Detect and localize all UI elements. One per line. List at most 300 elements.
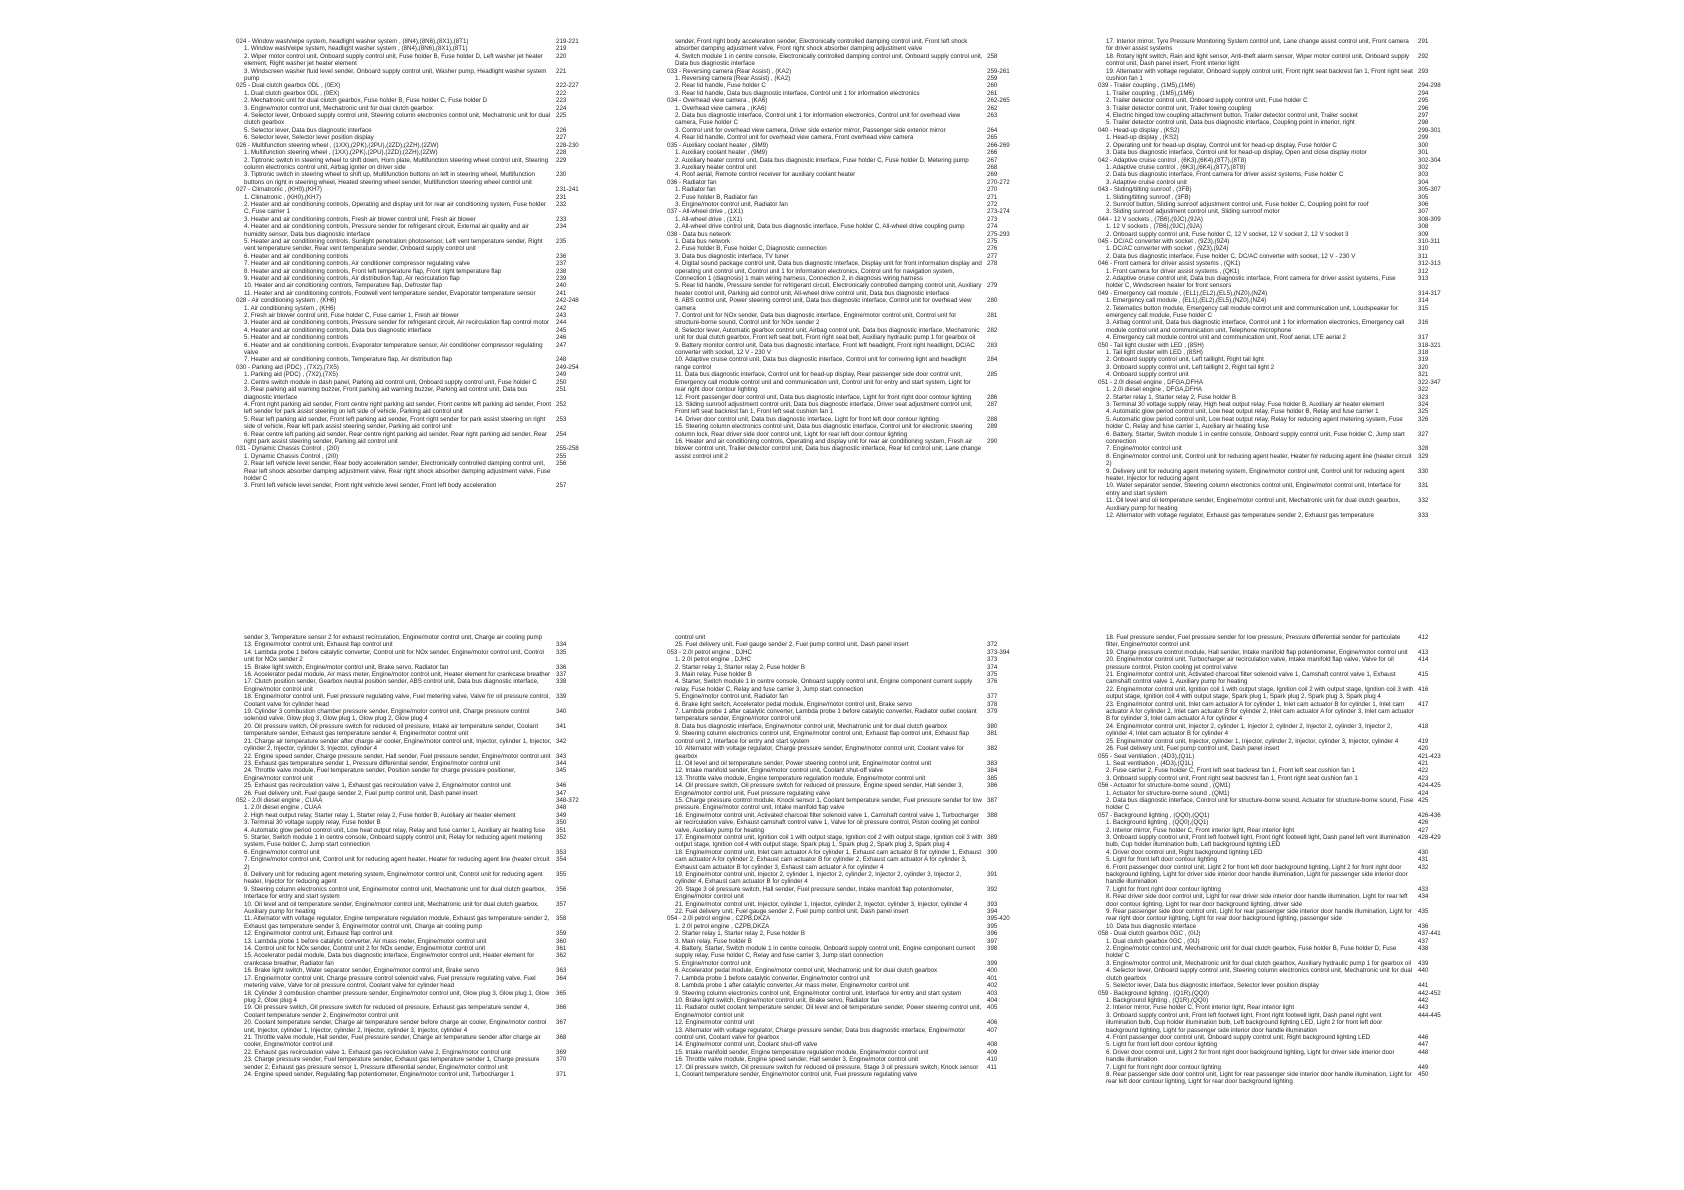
- index-entry: [1098, 886, 1458, 893]
- entry-title: 8. Rear driver side door control unit, Light for rear driver side interior door handle illumination, Light for rear left door contour lighting, Light for rear door background lighting, driver side: [1106, 893, 1408, 908]
- entry-title: 25. Fuel delivery unit, Fuel gauge sender 2, Fuel pump control unit, Dash panel insert: [675, 641, 909, 649]
- entry-page-number: 449: [1418, 1063, 1429, 1071]
- index-entry: [1098, 671, 1458, 686]
- entry-page-number: 344: [556, 759, 567, 767]
- entry-page-number: 363: [556, 967, 567, 975]
- entry-title: 1. Front camera for driver assist systems , (QK1): [1106, 267, 1240, 275]
- entry-page-number: 293: [1418, 67, 1429, 75]
- entry-page-number: 341: [556, 722, 567, 730]
- entry-title: 3. Engine/motor control unit, Radiator fan: [675, 200, 788, 208]
- index-entry: [236, 453, 596, 460]
- entry-title: 14. Oil pressure switch, Oil pressure switch for reduced oil pressure, Engine speed sender, Hall sender 3, Engine/motor control unit, Fuel pressure regulating valve: [675, 782, 964, 797]
- index-entry: [667, 1027, 1027, 1042]
- index-entry: [1098, 856, 1458, 863]
- entry-page-number: 354: [556, 856, 567, 864]
- entry-page-number: 439: [1418, 959, 1429, 967]
- entry-title: 16. Heater and air conditioning controls, Operating and display unit for rear air conditioning system, Fresh air blower control unit, Trailer detector control unit, Data bus diagnostic interface, Rear lid control unit, Lane change assist control unit 2: [675, 437, 982, 460]
- entry-page-number: 280: [987, 297, 998, 305]
- index-entry: [667, 767, 1027, 774]
- index-column-bottom-1: [236, 634, 596, 1078]
- entry-title: 2. Data bus diagnostic interface, Front camera for driver assist systems, Fuse holder C: [1106, 171, 1344, 179]
- entry-page-number: 272: [987, 200, 998, 208]
- index-entry: [1098, 349, 1458, 356]
- entry-page-number: 358: [556, 915, 567, 923]
- section-heading-entry: [1098, 990, 1458, 997]
- entry-title: 5. Heater and air conditioning controls, Sunlight penetration photosensor, Left vent temperature sender, Right vent temperature sender, Rear vent temperature sender, Onboard supply control unit: [244, 237, 543, 253]
- entry-page-number: 367: [556, 1019, 567, 1027]
- entry-title: 2. Mechatronic unit for dual clutch gearbox, Fuse holder B, Fuse holder C, Fuse holder D: [244, 97, 488, 105]
- index-entry: [1098, 142, 1458, 149]
- entry-page-number: 247: [556, 341, 567, 349]
- entry-title: 052 - 2.0l diesel engine , CUAA: [236, 796, 323, 804]
- entry-title: 2. Trailer detector control unit, Onboard supply control unit, Fuse holder C: [1106, 97, 1308, 105]
- entry-page-number: 299: [1418, 134, 1429, 142]
- entry-page-number: 357: [556, 900, 567, 908]
- entry-title: 5. Engine/motor control unit, Radiator fan: [675, 693, 788, 701]
- entry-page-number: 312: [1418, 267, 1429, 275]
- index-entry: [236, 827, 596, 834]
- index-entry: [667, 693, 1027, 700]
- entry-title: 9. Steering column electronics control unit, Engine/motor control unit, Interface for entry and start system: [675, 989, 962, 997]
- entry-title: 3. Main relay, Fuse holder B: [675, 671, 752, 679]
- entry-page-number: 432: [1418, 863, 1429, 871]
- index-entry: [236, 1019, 596, 1034]
- entry-page-number: 339: [556, 693, 567, 701]
- index-entry: [667, 886, 1027, 901]
- entry-page-number: 251: [556, 386, 567, 394]
- index-entry: [1098, 90, 1458, 97]
- entry-page-number: 438: [1418, 945, 1429, 953]
- entry-title: 3. Onboard supply control unit, Left taillight 2, Right tail light 2: [1106, 363, 1275, 371]
- entry-page-number: 370: [556, 1056, 567, 1064]
- index-entry: [1098, 164, 1458, 171]
- entry-title: 027 - Climatronic , (KH0),(KH7): [236, 186, 322, 194]
- index-column-bottom-3: [1098, 634, 1458, 1086]
- entry-page-number: 224: [556, 104, 567, 112]
- section-heading-entry: [236, 142, 596, 149]
- index-entry: [1098, 453, 1458, 468]
- index-entry: [236, 171, 596, 186]
- index-entry: [236, 127, 596, 134]
- index-entry: [236, 634, 596, 641]
- entry-title: 13. Engine/motor control unit, Exhaust flap control unit: [244, 641, 393, 649]
- entry-title: 7. Engine/motor control unit, Control unit for reducing agent heater, Heater for reducing agent line (heater circuit 2): [244, 856, 550, 871]
- entry-page-number: 428-429: [1418, 833, 1441, 841]
- entry-title: 7. Lambda probe 1 before catalytic converter, Engine/motor control unit: [675, 974, 870, 982]
- index-entry: [667, 327, 1027, 342]
- entry-title: 1. Actuator for structure-borne sound , (QM1): [1106, 789, 1230, 797]
- entry-title: 3. Engine/motor control unit, Mechatronic unit for dual clutch gearbox: [244, 104, 433, 112]
- index-entry: [236, 312, 596, 319]
- index-entry: [236, 664, 596, 671]
- entry-page-number: 343: [556, 752, 567, 760]
- entry-title: 3. Airbag control unit, Data bus diagnostic interface, Control unit 1 for information electronics, Emergency call module control unit and communication unit, Telephone microphone: [1106, 319, 1405, 334]
- entry-page-number: 424: [1418, 789, 1429, 797]
- entry-page-number: 414: [1418, 656, 1429, 664]
- index-entry: [236, 753, 596, 760]
- entry-title: 3. Auxiliary heater control unit: [675, 163, 757, 171]
- index-entry: [667, 671, 1027, 678]
- index-entry: [667, 438, 1027, 460]
- entry-title: 8. Engine/motor control unit, Control unit for reducing agent heater, Heater for reducing agent line (heater circuit 2): [1106, 452, 1412, 468]
- section-heading-entry: [1098, 238, 1458, 245]
- index-entry: [236, 216, 596, 223]
- entry-title: 22. Engine speed sender, Charge pressure sender, Hall sender, Fuel pressure sender, Engine/motor control unit: [244, 752, 551, 760]
- index-entry: [236, 371, 596, 378]
- entry-title: 8. Data bus diagnostic interface, Engine/motor control unit, Mechatronic unit for dual clutch gearbox: [675, 722, 948, 730]
- index-entry: [667, 134, 1027, 141]
- entry-title: 4. Selector lever, Onboard supply control unit, Steering column electronics control unit, Mechatronic unit for dual clutch gearbox: [1106, 967, 1413, 982]
- entry-title: 22. Engine/motor control unit, Ignition coil 1 with output stage, Ignition coil 2 with output stage, Ignition coil 3 with output stage, Ignition coil 4 with output stage, Spark plug 1, Spark plug 2, Spark plug 3, Spark plug 4: [1106, 685, 1414, 701]
- index-entry: [667, 201, 1027, 208]
- entry-page-number: 332: [1418, 497, 1429, 505]
- index-entry: [667, 945, 1027, 960]
- entry-page-number: 249: [556, 371, 567, 379]
- entry-title: 4. Heater and air conditioning controls, Data bus diagnostic interface: [244, 326, 432, 334]
- entry-title: 25. Engine/motor control unit, Injector, cylinder 1, Injector, cylinder 2, Injector, cylinder 3, Injector, cylinder 4: [1106, 737, 1399, 745]
- entry-page-number: 253: [556, 415, 567, 423]
- entry-title: 2. Rear left vehicle level sender, Rear body acceleration sender, Electronically controlled damping control unit, Rear left shock absorber damping adjustment valve, Rear right shock absorber damping adjustment valve, Fuse holder C: [244, 460, 551, 482]
- entry-page-number: 231-241: [556, 186, 579, 194]
- entry-title: 8. Heater and air conditioning controls, Front left temperature flap, Front right temperature flap: [244, 267, 502, 275]
- section-heading-entry: [236, 445, 596, 452]
- entry-title: 056 - Actuator for structure-borne sound , (QM1): [1098, 782, 1231, 790]
- entry-title: 058 - Dual clutch gearbox 0GC , (0IJ): [1098, 930, 1201, 938]
- index-entry: [667, 938, 1027, 945]
- entry-title: 23. Charge pressure sender, Fuel temperature sender, Exhaust gas temperature sender 1, Charge pressure sender 2, Exhaust gas pressure sensor 1, Pressure differential sender, Engine/motor control unit: [244, 1056, 540, 1071]
- entry-title: 5. Rear lid handle, Pressure sender for refrigerant circuit, Electronically controlled damping control unit, Auxiliary heater control unit, Parking aid control unit, All-wheel drive control unit, Data bus diagnostic interface: [675, 282, 982, 297]
- entry-page-number: 252: [556, 400, 567, 408]
- index-entry: [1098, 401, 1458, 408]
- entry-page-number: 220: [556, 52, 567, 60]
- index-entry: [1098, 738, 1458, 745]
- entry-page-number: 419: [1418, 737, 1429, 745]
- index-entry: [667, 990, 1027, 997]
- entry-page-number: 377: [987, 693, 998, 701]
- entry-page-number: 257: [556, 482, 567, 490]
- entry-title: 3. Onboard supply control unit, Front left footwell light, Front right footwell light, Dash panel left vent illumination bulb, Cup holder illumination bulb, Left background lighting LED: [1106, 833, 1411, 849]
- index-entry: [667, 923, 1027, 930]
- entry-title: 3. Onboard supply control unit, Front right seat backrest fan 1, Front right seat cushion fan 1: [1106, 774, 1358, 782]
- index-entry: [667, 634, 1027, 641]
- index-entry: [236, 356, 596, 363]
- entry-page-number: 242-248: [556, 297, 579, 305]
- entry-page-number: 409: [987, 1048, 998, 1056]
- entry-page-number: 411: [987, 1063, 997, 1071]
- entry-page-number: 405: [987, 1004, 998, 1012]
- entry-title: 9. Steering column electronics control unit, Engine/motor control unit, Exhaust flap control unit, Exhaust flap control unit 2, Interface for entry and start system: [675, 730, 970, 745]
- index-entry: [236, 649, 596, 664]
- entry-page-number: 310-311: [1418, 237, 1441, 245]
- index-entry: [236, 1049, 596, 1056]
- entry-title: 050 - Tail light cluster with LED , (8SH): [1098, 341, 1204, 349]
- section-heading-entry: [667, 915, 1027, 922]
- entry-page-number: 271: [987, 193, 998, 201]
- index-entry: [236, 693, 596, 708]
- entry-page-number: 258: [987, 52, 998, 60]
- entry-page-number: 294-298: [1418, 82, 1441, 90]
- entry-page-number: 334: [556, 641, 567, 649]
- entry-title: 2. Fuse holder B, Radiator fan: [675, 193, 758, 201]
- index-entry: [667, 112, 1027, 127]
- index-entry: [236, 201, 596, 216]
- entry-page-number: 319: [1418, 356, 1429, 364]
- entry-title: 3. Control unit for overhead view camera, Driver side exterior mirror, Passenger side exterior mirror: [675, 126, 946, 134]
- entry-title: 038 - Data bus network: [667, 230, 731, 238]
- entry-title: 11. Radiator outlet coolant temperature sender, Oil level and oil temperature sender, Power steering control unit, Engine/motor control unit: [675, 1004, 982, 1019]
- index-entry: [236, 782, 596, 789]
- entry-title: 4. Selector lever, Onboard supply control unit, Steering column electronics control unit, Mechatronic unit for dual clutch gearbox: [244, 112, 551, 127]
- index-column-bottom-2: [667, 634, 1027, 1078]
- index-entry: [236, 134, 596, 141]
- entry-title: 042 - Adaptive cruise control , (6K3),(6K4),(8T7),(8T8): [1098, 156, 1247, 164]
- entry-page-number: 324: [1418, 400, 1429, 408]
- entry-page-number: 240: [556, 282, 567, 290]
- entry-title: 20. Stage 3 oil pressure switch, Hall sender, Fuel pressure sender, Intake manifold flap potentiometer, Engine/motor control unit: [675, 885, 954, 901]
- entry-title: 3. Terminal 30 voltage supply relay, Fuse holder B: [244, 819, 381, 827]
- index-entry: [667, 297, 1027, 312]
- index-entry: [667, 960, 1027, 967]
- entry-page-number: 423: [1418, 774, 1429, 782]
- entry-title: 6. Rear centre left parking aid sender, Rear centre right parking aid sender, Rear right parking aid sender, Rear right park assist steering sender, Parking aid control unit: [244, 430, 548, 445]
- index-entry: [1098, 723, 1458, 738]
- index-entry: [1098, 1012, 1458, 1034]
- entry-title: 1. Background lighting , (Q1R),(QQ0): [1106, 996, 1209, 1004]
- entry-title: 15. Accelerator pedal module, Data bus diagnostic interface, Engine/motor control unit, Heater element for crankcase breather, Radiator fan: [244, 952, 535, 967]
- entry-page-number: 340: [556, 708, 567, 716]
- index-entry: [667, 223, 1027, 230]
- index-entry: [236, 460, 596, 482]
- entry-title: 26. Fuel delivery unit, Fuel pump control unit, Dash panel insert: [1106, 745, 1280, 753]
- entry-page-number: 294: [1418, 89, 1429, 97]
- entry-page-number: 401: [987, 974, 998, 982]
- entry-page-number: 406: [987, 1019, 998, 1027]
- entry-page-number: 266: [987, 149, 998, 157]
- entry-title: 4. Front passenger door control unit, Onboard supply control unit, Right background lighting LED: [1106, 1033, 1371, 1041]
- entry-page-number: 222-227: [556, 82, 579, 90]
- index-entry: [236, 671, 596, 678]
- entry-page-number: 400: [987, 967, 998, 975]
- entry-title: 20. Oil pressure switch, Oil pressure switch for reduced oil pressure, Intake air temperature sender, Coolant temperature sender, Exhaust gas temperature sender 4, Engine/motor control unit: [244, 722, 539, 738]
- index-entry: [236, 149, 596, 156]
- entry-title: 057 - Background lighting , (QQ0),(QQ1): [1098, 811, 1210, 819]
- entry-title: 13. Alternator with voltage regulator, Charge pressure sender, Data bus diagnostic interface, Engine/motor control unit, Coolant valve for gearbox: [675, 1026, 966, 1041]
- index-entry: [1098, 134, 1458, 141]
- index-entry: [1098, 468, 1458, 483]
- entry-page-number: 391: [987, 871, 998, 878]
- entry-page-number: 228: [556, 149, 567, 157]
- index-entry: [1098, 223, 1458, 230]
- entry-page-number: 422: [1418, 767, 1429, 775]
- index-entry: [667, 238, 1027, 245]
- entry-page-number: 255-258: [556, 445, 579, 453]
- entry-title: 7. Heater and air conditioning controls, Temperature flap, Air distribution flap: [244, 356, 452, 364]
- entry-title: 1. Seat ventilation , (4D3),(Q1L): [1106, 759, 1194, 767]
- entry-page-number: 282: [987, 326, 998, 334]
- index-entry: [1098, 982, 1458, 989]
- entry-page-number: 290: [987, 437, 998, 445]
- entry-title: 3. Main relay, Fuse holder B: [675, 937, 752, 945]
- entry-title: 16. Engine/motor control unit, Activated charcoal filter solenoid valve 1, Camshaft control valve 1, Turbocharger air recirculation valve, Exhaust camshaft control valve 1, Valve for oil pressure control, Piston cooling jet control valve, Auxiliary pump for heating: [675, 811, 980, 834]
- entry-page-number: 350: [556, 819, 567, 827]
- index-column-top-2: [667, 38, 1027, 460]
- entry-title: 2. Centre switch module in dash panel, Parking aid control unit, Onboard supply control unit, Fuse holder C: [244, 378, 537, 386]
- entry-title: 2. Heater and air conditioning controls, Operating and display unit for rear air conditioning system, Fuse holder C, Fuse carrier 1: [244, 200, 546, 216]
- entry-title: 4. Starter, Switch module 1 in centre console, Onboard supply control unit, Engine component current supply relay, Fuse holder C, Relay and fuse carrier 3, Jump start connection: [675, 678, 973, 693]
- index-entry: [1098, 275, 1458, 290]
- index-entry: [236, 282, 596, 289]
- entry-page-number: 268: [987, 163, 998, 171]
- index-entry: [1098, 945, 1458, 960]
- index-entry: [1098, 38, 1458, 53]
- index-entry: [236, 157, 596, 172]
- entry-title: 1. Data bus network: [675, 237, 731, 245]
- entry-page-number: 225: [556, 112, 567, 120]
- entry-page-number: 302: [1418, 163, 1429, 171]
- entry-title: 1. Climatronic , (KH0),(KH7): [244, 193, 322, 201]
- entry-title: 5. Selector lever, Data bus diagnostic interface: [244, 126, 372, 134]
- entry-title: 6. Accelerator pedal module, Engine/motor control unit, Mechatronic unit for dual clutch gearbox: [675, 967, 938, 975]
- entry-page-number: 351: [556, 826, 567, 834]
- entry-title: 1. Reversing camera (Rear Assist) , (KA2): [675, 75, 791, 83]
- entry-title: 030 - Parking aid (PDC) , (7X2),(7X5): [236, 363, 339, 371]
- entry-page-number: 329: [1418, 452, 1429, 460]
- index-entry: [1098, 512, 1458, 519]
- index-entry: [236, 1004, 596, 1019]
- entry-page-number: 437-441: [1418, 930, 1441, 938]
- entry-title: 2. Fresh air blower control unit, Fuse holder C, Fuse carrier 1, Fresh air blower: [244, 312, 459, 320]
- entry-title: 1. Overhead view camera , (KA6): [675, 104, 767, 112]
- entry-title: 12. Front passenger door control unit, Data bus diagnostic interface, Light for front right door contour lighting: [675, 393, 972, 401]
- entry-page-number: 322-347: [1418, 378, 1441, 386]
- index-entry: [236, 386, 596, 401]
- entry-page-number: 223: [556, 97, 567, 105]
- entry-page-number: 314: [1418, 297, 1429, 305]
- index-entry: [1098, 760, 1458, 767]
- index-entry: [1098, 305, 1458, 320]
- entry-title: 1. Multifunction steering wheel , (1XX),(2PK),(2PU),(2ZD),(2ZH),(2ZW): [244, 149, 438, 157]
- entry-page-number: 446: [1418, 1033, 1429, 1041]
- entry-title: 1. Air conditioning system , (KH6): [244, 304, 336, 312]
- entry-page-number: 433: [1418, 885, 1429, 893]
- entry-title: 2. Sunroof button, Sliding sunroof adjustment control unit, Fuse holder C, Coupling point for roof: [1106, 200, 1369, 208]
- entry-page-number: 313: [1418, 275, 1429, 282]
- index-entry: [236, 938, 596, 945]
- index-entry: [236, 112, 596, 127]
- entry-page-number: 399: [987, 959, 998, 967]
- entry-title: 6. Heater and air conditioning controls, Evaporator temperature sensor, Air conditioner compressor regulating valve: [244, 341, 543, 357]
- entry-title: 3. Terminal 30 voltage supply relay, High heat output relay, Fuse holder B, Auxiliary air heater element: [1106, 400, 1385, 408]
- entry-page-number: 273-274: [987, 208, 1010, 216]
- index-entry: [236, 738, 596, 753]
- index-entry: [236, 641, 596, 648]
- entry-title: 10. Alternator with voltage regulator, Charge pressure sender, Engine/motor control unit, Coolant valve for gearbox: [675, 745, 964, 760]
- entry-title: 10. Water separator sender, Steering column electronics control unit, Engine/motor control unit, Interface for entry and start system: [1106, 482, 1401, 497]
- entry-page-number: 262: [987, 104, 998, 112]
- entry-title: 1. Head-up display , (KS2): [1106, 134, 1179, 142]
- entry-title: 21. Engine/motor control unit, Activated charcoal filter solenoid valve 1, Camshaft control valve 1, Exhaust camshaft control valve 1, Auxiliary pump for heating: [1106, 671, 1396, 686]
- index-entry: [667, 664, 1027, 671]
- entry-page-number: 436: [1418, 922, 1429, 930]
- entry-title: 2. Onboard supply control unit, Left taillight, Right tail light: [1106, 356, 1264, 364]
- entry-page-number: 426: [1418, 819, 1429, 827]
- index-entry: [1098, 334, 1458, 341]
- index-entry: [1098, 431, 1458, 446]
- entry-page-number: 369: [556, 1048, 567, 1056]
- entry-page-number: 359: [556, 930, 567, 938]
- entry-title: 9. Steering column electronics control unit, Engine/motor control unit, Mechatronic unit for dual clutch gearbox, Interface for entry and start system: [244, 885, 546, 901]
- entry-page-number: 236: [556, 252, 567, 260]
- entry-title: 2. Telematics button module, Emergency call module control unit and communication unit, Loudspeaker for emergency call module, Fuse holder C: [1106, 304, 1398, 320]
- entry-page-number: 296: [1418, 104, 1429, 112]
- entry-title: 18. Fuel pressure sender, Fuel pressure sender for low pressure, Pressure differential sender for particulate filter, Engine/motor control unit: [1106, 634, 1401, 649]
- entry-title: 7. Light for front right door contour lighting: [1106, 885, 1221, 893]
- entry-title: 044 - 12 V sockets , (7B6),(9JC),(9JA): [1098, 215, 1203, 223]
- entry-title: 1. Dual clutch gearbox 0DL , (0EX): [244, 89, 340, 97]
- entry-page-number: 249-254: [556, 363, 579, 371]
- index-entry: [236, 990, 596, 1005]
- entry-page-number: 238: [556, 267, 567, 275]
- entry-page-number: 382: [987, 745, 998, 753]
- entry-page-number: 244: [556, 319, 567, 327]
- index-entry: [1098, 201, 1458, 208]
- entry-title: 031 - Dynamic Chassis Control , (2I0): [236, 445, 340, 453]
- entry-page-number: 254: [556, 430, 567, 438]
- entry-page-number: 219-221: [556, 38, 579, 45]
- index-entry: [667, 164, 1027, 171]
- entry-title: 4. Automatic glow period control unit, Low heat output relay, Relay and fuse carrier 1, Auxiliary air heating fuse: [244, 826, 546, 834]
- entry-title: 2. Engine/motor control unit, Mechatronic unit for dual clutch gearbox, Fuse holder B, Fuse holder D, Fuse holder C: [1106, 945, 1397, 960]
- index-entry: [667, 834, 1027, 849]
- index-entry: [1098, 960, 1458, 967]
- entry-page-number: 365: [556, 989, 567, 997]
- entry-title: 12. Engine/motor control unit, Exhaust flap control unit: [244, 930, 393, 938]
- entry-page-number: 435: [1418, 908, 1429, 916]
- index-entry: [236, 930, 596, 937]
- entry-page-number: 388: [987, 811, 998, 819]
- entry-title: 17. Interior mirror, Tyre Pressure Monitoring System control unit, Lane change assist control unit, Front camera for driver assist systems: [1106, 38, 1409, 53]
- entry-page-number: 374: [987, 663, 998, 671]
- entry-title: 1. 2.0l diesel engine , CUAA: [244, 804, 322, 812]
- entry-title: 5. Rear left parking aid sender, Front left parking aid sender, Front right sender for park assist steering on right side of vehicle, Rear left park assist steering sender, Parking aid control unit: [244, 415, 546, 431]
- index-entry: [236, 401, 596, 416]
- entry-page-number: 260: [987, 82, 998, 90]
- entry-title: 3. Tiptronic switch in steering wheel to shift up, Multifunction buttons on left in steering wheel, Multifunction buttons on right in steering wheel, Heated steering wheel sender, Multifunction steering wheel control unit: [244, 171, 535, 186]
- section-heading-entry: [236, 38, 596, 45]
- entry-page-number: 373-394: [987, 648, 1010, 656]
- index-entry: [236, 45, 596, 52]
- entry-page-number: 275-293: [987, 230, 1010, 238]
- entry-title: 10. Brake light switch, Engine/motor control unit, Brake servo, Radiator fan: [675, 996, 880, 1004]
- entry-page-number: 431: [1418, 856, 1429, 864]
- index-entry: [1098, 194, 1458, 201]
- index-entry: [1098, 149, 1458, 156]
- entry-title: 2. Data bus diagnostic interface, Control unit for structure-borne sound, Actuator for structure-borne sound, Fuse holder C: [1106, 796, 1414, 812]
- entry-title: 6. Selector lever, Selector lever position display: [244, 134, 374, 142]
- entry-title: 8. Selector lever, Automatic gearbox control unit, Airbag control unit, Data bus diagnostic interface, Mechatronic unit for dual clutch gearbox, Front left seat belt, Front right seat belt, Auxiliary hydraulic pump 1 for gearbox oil: [675, 326, 980, 342]
- entry-title: 3. Onboard supply control unit, Front left footwell light, Front right footwell light, Dash panel right vent illumination bulb, Cup holder illumination bulb, Left background lighting LED, Light 2 for front left door background lighting, Light for passenger side interior door handle illumination: [1106, 1011, 1383, 1034]
- index-entry: [1098, 268, 1458, 275]
- entry-page-number: 270: [987, 186, 998, 194]
- entry-title: 4. Emergency call module control unit and communication unit, Roof aerial, LTE aerial 2: [1106, 334, 1346, 342]
- index-entry: [667, 930, 1027, 937]
- index-column-top-3: [1098, 38, 1458, 519]
- entry-page-number: 390: [987, 848, 998, 856]
- entry-page-number: 231: [556, 193, 567, 201]
- entry-title: 11. Oil level and oil temperature sender, Engine/motor control unit, Mechatronic unit for dual clutch gearbox, Auxiliary pump for heating: [1106, 497, 1401, 512]
- entry-title: 1. Emergency call module , (EL1),(EL2),(EL5),(NZ0),(NZ4): [1106, 297, 1267, 305]
- entry-title: 23. Engine/motor control unit, Inlet cam actuator A for cylinder 1, Inlet cam actuator B for cylinder 1, Inlet cam actuator A for cylinder 2, Inlet cam actuator B for cylinder 2, Inlet cam actuator A for cylinder 3, Inlet cam actuator B for cylinder 3, Inlet cam actuator A for cylinder 4: [1106, 700, 1414, 723]
